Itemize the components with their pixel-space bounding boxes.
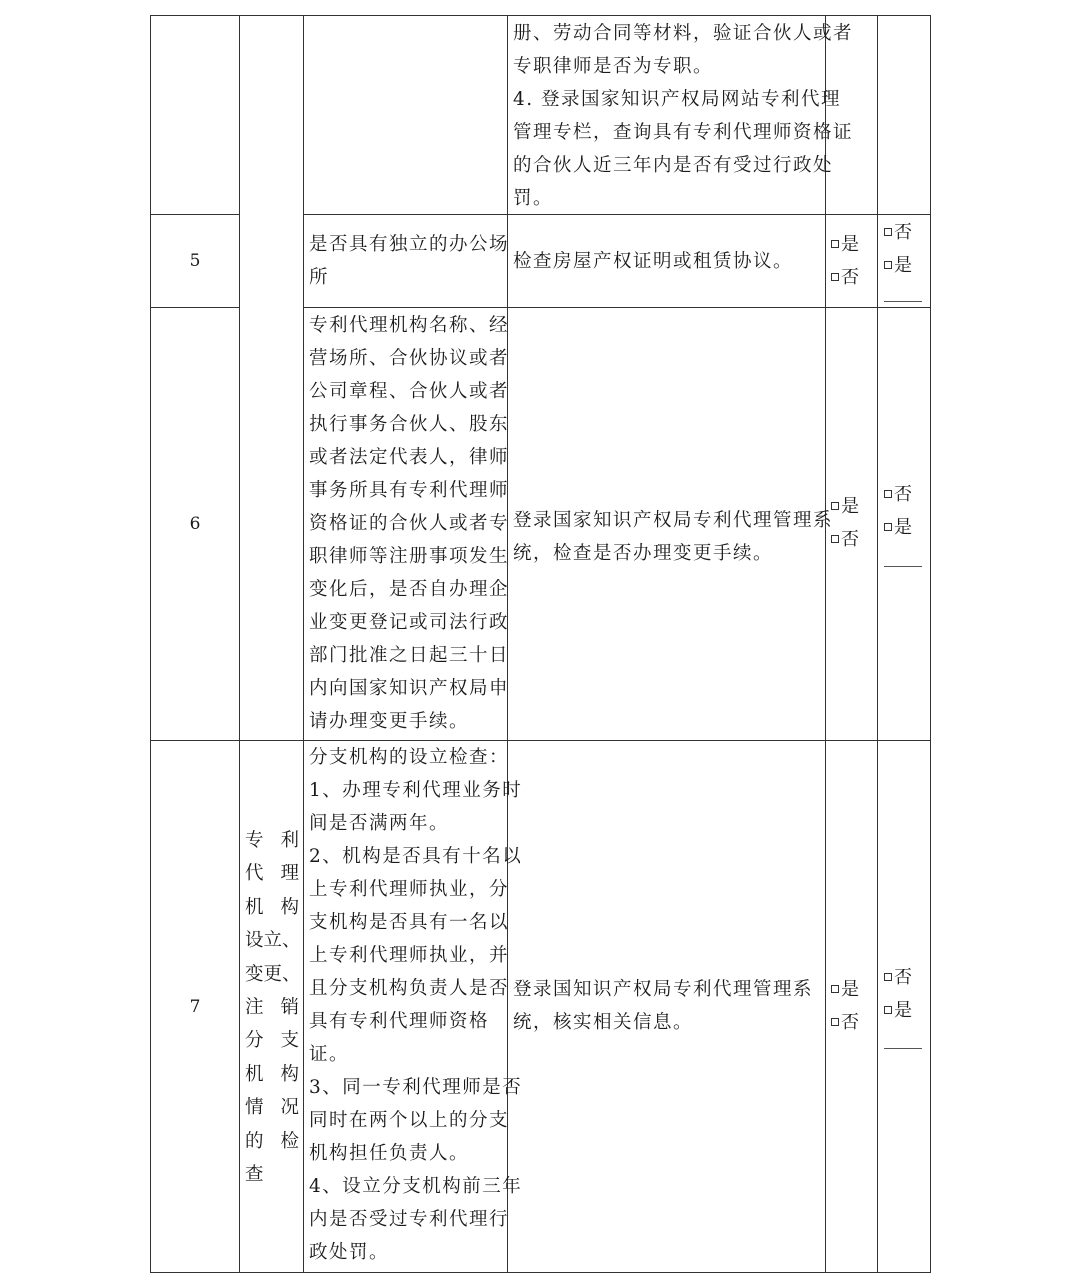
item-line: 是否具有独立的办公场 xyxy=(309,234,510,255)
method-line: 罚。 xyxy=(513,188,554,209)
item-line: 职律师等注册事项发生 xyxy=(309,546,510,567)
checkbox-icon xyxy=(884,523,892,531)
method-line: 的合伙人近三年内是否有受过行政处 xyxy=(513,155,834,176)
item-line: 请办理变更手续。 xyxy=(309,711,470,732)
checkbox-no[interactable] xyxy=(831,1006,861,1039)
checkbox-label: 否 xyxy=(841,529,861,550)
fill-in-blank[interactable] xyxy=(884,1048,922,1049)
table-border-right xyxy=(930,15,931,1273)
category-char: 分 xyxy=(245,1030,264,1052)
item-line: 所 xyxy=(309,267,330,288)
col-divider xyxy=(239,15,240,1273)
item-line: 1、办理专利代理业务时 xyxy=(309,780,523,801)
checkbox-yes[interactable] xyxy=(884,511,914,544)
item-line: 上专利代理师执业，并 xyxy=(309,945,510,966)
item-line: 上专利代理师执业，分 xyxy=(309,879,510,900)
col-divider xyxy=(303,15,304,1273)
checkbox-label: 是 xyxy=(841,496,861,517)
category-char: 利 xyxy=(280,830,299,851)
fill-in-blank[interactable] xyxy=(884,301,922,302)
checkbox-icon xyxy=(831,1018,839,1026)
row-number-text: 7 xyxy=(189,996,201,1017)
category-char: 机 xyxy=(245,896,264,918)
category-line xyxy=(245,958,299,991)
item-cell xyxy=(309,741,522,1269)
checkbox-label: 否 xyxy=(894,222,914,243)
checkbox-icon xyxy=(884,1006,892,1014)
method-line: 统，核实相关信息。 xyxy=(513,1012,694,1033)
compliance-options xyxy=(831,228,861,294)
row-number-text: 5 xyxy=(189,251,201,271)
checkbox-icon xyxy=(831,502,839,510)
compliance-options xyxy=(831,490,861,556)
category-char: 代 xyxy=(245,863,264,885)
item-line: 分支机构的设立检查： xyxy=(309,747,510,768)
category-char: 查 xyxy=(245,1164,264,1186)
row-divider xyxy=(303,307,931,308)
item-line: 2、机构是否具有十名以 xyxy=(309,846,523,867)
item-line: 3、同一专利代理师是否 xyxy=(309,1077,523,1098)
item-line: 公司章程、合伙人或者 xyxy=(309,381,510,402)
category-line xyxy=(245,1158,299,1191)
item-line: 部门批准之日起三十日 xyxy=(309,645,510,666)
category-char: 专 xyxy=(245,830,264,851)
category-char: 理 xyxy=(280,863,299,885)
item-line: 同时在两个以上的分支 xyxy=(309,1110,510,1131)
method-line: 册、劳动合同等材料，验证合伙人或者 xyxy=(513,23,854,44)
item-line: 支机构是否具有一名以 xyxy=(309,912,510,933)
item-line: 变化后，是否自办理企 xyxy=(309,579,510,600)
category-line xyxy=(245,824,299,857)
result-options xyxy=(884,216,914,282)
method-line: 登录国知识产权局专利代理管理系 xyxy=(513,979,814,1000)
category-line xyxy=(245,924,299,957)
item-line: 4、设立分支机构前三年 xyxy=(309,1176,523,1197)
item-line: 执行事务合伙人、股东 xyxy=(309,414,510,435)
method-cell xyxy=(513,504,833,570)
item-line: 营场所、合伙协议或者 xyxy=(309,348,510,369)
checkbox-label: 否 xyxy=(841,1012,861,1033)
category-line xyxy=(245,857,299,890)
checkbox-yes[interactable] xyxy=(884,249,914,282)
method-line: 专职律师是否为专职。 xyxy=(513,56,714,77)
category-char: 设立、 xyxy=(245,930,301,952)
row-number xyxy=(151,215,239,307)
checkbox-yes[interactable] xyxy=(831,228,861,261)
row-number xyxy=(151,308,239,740)
category-line xyxy=(245,1024,299,1057)
category-char: 情 xyxy=(245,1097,264,1119)
checkbox-label: 是 xyxy=(894,1000,914,1021)
method-line: 登录国家知识产权局专利代理管理系 xyxy=(513,510,834,531)
checkbox-no[interactable] xyxy=(884,216,914,249)
method-line: 检查房屋产权证明或租赁协议。 xyxy=(513,251,794,272)
checkbox-yes[interactable] xyxy=(831,490,861,523)
category-line xyxy=(245,1058,299,1091)
row-divider xyxy=(150,740,931,741)
item-line: 内向国家知识产权局申 xyxy=(309,678,510,699)
checkbox-label: 是 xyxy=(894,255,914,276)
checkbox-label: 是 xyxy=(841,979,861,1000)
item-cell xyxy=(309,228,509,294)
method-cell xyxy=(513,245,793,278)
checkbox-label: 是 xyxy=(894,517,914,538)
checkbox-icon xyxy=(831,535,839,543)
checkbox-label: 否 xyxy=(894,484,914,505)
method-line: 统，检查是否办理变更手续。 xyxy=(513,543,774,564)
category-line xyxy=(245,991,299,1024)
category-char: 构 xyxy=(280,1063,299,1085)
checkbox-no[interactable] xyxy=(831,261,861,294)
result-options xyxy=(884,961,914,1027)
item-line: 间是否满两年。 xyxy=(309,813,450,834)
checkbox-icon xyxy=(831,273,839,281)
checkbox-icon xyxy=(831,240,839,248)
checkbox-no[interactable] xyxy=(884,961,914,994)
category-char: 的 xyxy=(245,1130,264,1152)
category-char: 销 xyxy=(280,997,299,1019)
checkbox-label: 否 xyxy=(841,267,861,288)
category-line xyxy=(245,1125,299,1158)
method-line: 管理专栏，查询具有专利代理师资格证 xyxy=(513,122,854,143)
checkbox-label: 否 xyxy=(894,967,914,988)
category-char: 况 xyxy=(280,1097,299,1119)
category-char: 注 xyxy=(245,997,264,1019)
category-char: 支 xyxy=(280,1030,299,1052)
col-divider xyxy=(877,15,878,1273)
checkbox-yes[interactable] xyxy=(884,994,914,1027)
checkbox-icon xyxy=(831,985,839,993)
compliance-options xyxy=(831,973,861,1039)
category-line xyxy=(245,891,299,924)
item-cell xyxy=(309,309,509,738)
item-line: 专利代理机构名称、经 xyxy=(309,315,510,336)
method-cell-continued xyxy=(513,17,853,215)
checkbox-no[interactable] xyxy=(884,478,914,511)
checkbox-no[interactable] xyxy=(831,523,861,556)
item-line: 且分支机构负责人是否 xyxy=(309,978,510,999)
item-line: 具有专利代理师资格 xyxy=(309,1011,490,1032)
checkbox-icon xyxy=(884,490,892,498)
item-line: 机构担任负责人。 xyxy=(309,1143,470,1164)
item-line: 政处罚。 xyxy=(309,1242,390,1263)
method-line: 4. 登录国家知识产权局网站专利代理 xyxy=(513,89,842,110)
item-line: 事务所具有专利代理师 xyxy=(309,480,510,501)
category-cell xyxy=(245,824,299,1191)
row-number-text: 6 xyxy=(189,514,201,534)
checkbox-icon xyxy=(884,973,892,981)
result-options xyxy=(884,478,914,544)
item-line: 或者法定代表人，律师 xyxy=(309,447,510,468)
item-line: 证。 xyxy=(309,1044,350,1065)
method-cell xyxy=(513,973,813,1039)
item-line: 内是否受过专利代理行 xyxy=(309,1209,510,1230)
category-char: 构 xyxy=(280,896,299,918)
category-char: 变更、 xyxy=(245,963,301,985)
category-char: 机 xyxy=(245,1063,264,1085)
category-line xyxy=(245,1091,299,1124)
table-border-top xyxy=(150,15,931,16)
row-number xyxy=(151,741,239,1272)
checkbox-icon xyxy=(884,261,892,269)
checkbox-icon xyxy=(884,228,892,236)
item-line: 业变更登记或司法行政 xyxy=(309,612,510,633)
fill-in-blank[interactable] xyxy=(884,566,922,567)
category-char: 检 xyxy=(280,1130,299,1152)
table-border-bottom xyxy=(150,1272,931,1273)
item-line: 资格证的合伙人或者专 xyxy=(309,513,510,534)
checkbox-label: 是 xyxy=(841,234,861,255)
checkbox-yes[interactable] xyxy=(831,973,861,1006)
